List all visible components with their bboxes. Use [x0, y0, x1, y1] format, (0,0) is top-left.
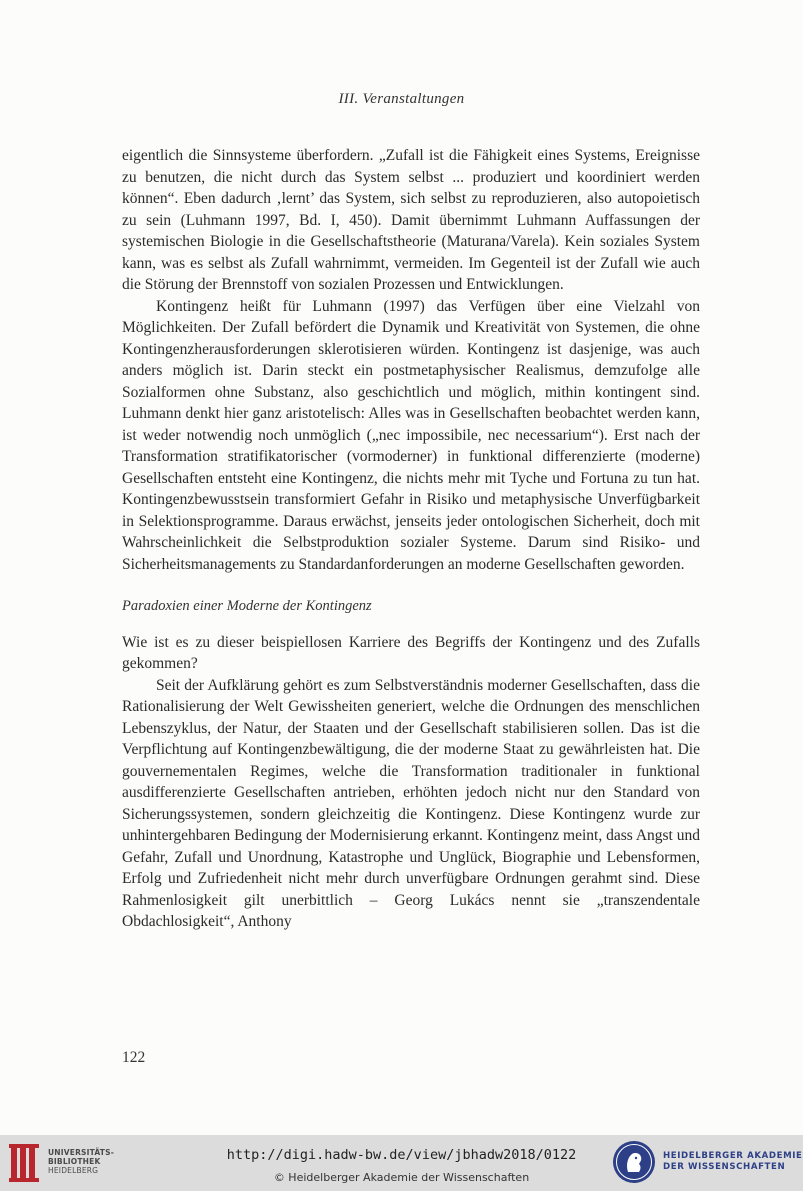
library-name-line-2: BIBLIOTHEK	[48, 1157, 101, 1166]
copyright-notice: © Heidelberger Akademie der Wissenschaften	[273, 1171, 530, 1184]
library-name-line-1: UNIVERSITÄTS-	[48, 1148, 115, 1157]
running-head: III. Veranstaltungen	[338, 91, 465, 107]
section-heading: Paradoxien einer Moderne der Kontingenz	[122, 598, 372, 614]
viewer-footer	[0, 1135, 803, 1191]
library-name-line-3: HEIDELBERG	[48, 1166, 99, 1175]
academy-seal-icon	[611, 1139, 657, 1185]
paragraph-1: eigentlich die Sinnsysteme überfordern. „Zufall ist die Fähigkeit eines Systems, Ereignisse zu benutzen, die nicht durch das System selbst ... produziert und koordiniert werden können“. Eben dadurch ‚lernt’ das System, sich selbst zu reproduzieren, also autopoietisch zu sein (Luhmann 1997, Bd. I, 450). Damit übernimmt Luhmann Auffassungen der systemischen Biologie in die Gesellschaftstheorie (Maturana/Varela). Kein soziales System kann, was es selbst als Zufall wahrnimmt, vermeiden. Im Gegenteil ist der Zufall wie auch die Störung der Brennstoff von sozialen Prozessen und Entwicklungen.	[122, 147, 700, 293]
document-url-link[interactable]: http://digi.hadw-bw.de/view/jbhadw2018/0122	[226, 1147, 577, 1163]
academy-name	[663, 1151, 803, 1173]
academy-name-line-2: DER WISSENSCHAFTEN	[663, 1162, 786, 1172]
page-number: 122	[122, 1049, 146, 1066]
paragraph-2: Kontingenz heißt für Luhmann (1997) das Verfügen über eine Vielzahl von Möglichkeiten. Der Zufall befördert die Dynamik und Kreativität von Systemen, die ohne Kontingenzherausforderungen sklerotisieren würden. Kontingenz ist dasjenige, was auch anders möglich ist. Darin steckt ein postmetaphysischer Realismus, demzufolge alle Sozialformen ohne Substanz, also geschichtlich und möglich, mithin kontingent sind. Luhmann denkt hier ganz aristotelisch: Alles was in Gesellschaften beobachtet werden kann, ist weder notwendig noch unmöglich („nec impossibile, nec necessarium“). Erst nach der Transformation stratifikatorischer (vormoderner) in funktional differenzierte (moderne) Gesellschaften entsteht eine Kontingenz, die nichts mehr mit Tyche und Fortuna zu tun hat. Kontingenzbewusstsein transformiert Gefahr in Risiko und metaphysische Unverfügbarkeit in Selektionsprogramme. Daraus erwächst, jenseits jeder ontologischen Sicherheit, doch mit Wahrscheinlichkeit die Selbstproduktion sozialer Systeme. Darum sind Risiko- und Sicherheitsmanagements zu Standardanforderungen an moderne Gesellschaften geworden.	[122, 297, 700, 573]
academy-logo[interactable]	[611, 1139, 803, 1187]
academy-name-line-1: HEIDELBERGER AKADEMIE	[663, 1151, 803, 1161]
body-text	[122, 145, 700, 933]
paragraph-4: Seit der Aufklärung gehört es zum Selbstverständnis moderner Gesellschaften, dass die Rationalisierung der Welt Gewissheiten generiert, welche die Ordnungen des menschlichen Lebenszyklus, der Natur, der Staaten und der Gesellschaft stabilisieren sollen. Das ist die Verpflichtung auf Kontingenzbewältigung, die der moderne Staat zu gewährleisten hat. Die gouvernementalen Regimes, welche die Transformation traditionaler in funktional ausdifferenzierte Gesellschaften antrieben, erhöhten jedoch nicht nur den Standard von Sicherungssystemen, sondern gleichzeitig die Kontingenz. Diese Kontingenz wurde zur unhintergehbaren Bedingung der Modernisierung erkannt. Kontingenz meint, dass Angst und Gefahr, Zufall und Unordnung, Katastrophe und Unglück, Biographie und Lebensformen, Erfolg und Zufriedenheit nicht mehr durch unverfügbare Ordnungen gerahmt sind. Diese Rahmenlosigkeit gilt unerbittlich – Georg Lukács nennt sie „transzendentale Obdachlosigkeit“, Anthony	[122, 676, 700, 930]
paragraph-3: Wie ist es zu dieser beispiellosen Karriere des Begriffs der Kontingenz und des Zufalls gekommen?	[122, 633, 700, 672]
